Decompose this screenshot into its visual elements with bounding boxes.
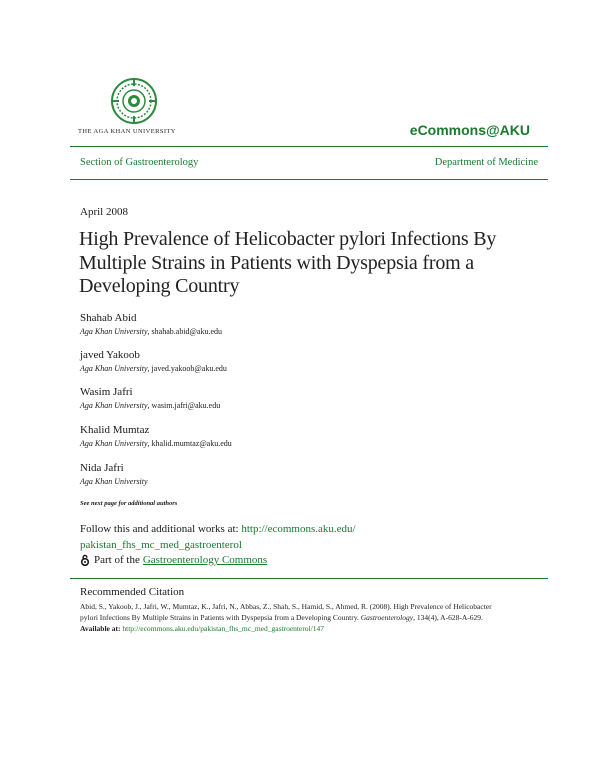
header-divider-top	[70, 146, 548, 147]
author-institution: Aga Khan University	[80, 401, 148, 410]
gastroenterology-commons-link[interactable]: Gastroenterology Commons	[142, 554, 268, 566]
citation-heading: Recommended Citation	[80, 586, 185, 598]
author-name: Nida Jafri	[80, 462, 124, 474]
paper-title: High Prevalence of Helicobacter pylori Infections By Multiple Strains in Patients with Dyspepsia from a Developing Country	[79, 228, 497, 297]
author-email: , javed.yakoob@aku.edu	[147, 364, 227, 373]
author-email: , khalid.mumtaz@aku.edu	[147, 439, 232, 448]
part-of-text: Part of the	[94, 554, 140, 566]
author-institution: Aga Khan University	[80, 327, 148, 336]
citation-text	[80, 601, 530, 634]
header-divider-bottom	[70, 179, 548, 180]
aku-logo-icon	[104, 76, 164, 126]
citation-journal: Gastroenterology	[360, 613, 414, 622]
citation-url[interactable]: http://ecommons.aku.edu/pakistan_fhs_mc_med_gastroenterol/147	[120, 624, 324, 633]
author-name: Khalid Mumtaz	[80, 424, 150, 436]
citation-volume: , 134(4), A-628-A-629.	[413, 613, 483, 622]
see-next-note: See next page for additional authors	[80, 500, 178, 507]
author-email: , wasim.jafri@aku.edu	[147, 401, 221, 410]
follow-works	[80, 522, 380, 553]
university-logo	[78, 76, 190, 138]
available-label: Available at:	[80, 624, 121, 633]
author-name: Wasim Jafri	[80, 386, 133, 398]
author-affiliation	[80, 439, 232, 448]
follow-url-continued[interactable]: pakistan_fhs_mc_med_gastroenterol	[80, 538, 242, 551]
university-name: THE AGA KHAN UNIVERSITY	[78, 128, 176, 135]
citation-divider	[70, 578, 548, 579]
part-of-line	[80, 554, 267, 566]
citation-line1: Abid, S., Yakoob, J., Jafri, W., Mumtaz, K., Jafri, N., Abbas, Z., Shah, S., Hamid, S., Ahmed, R. (2008). High Prevalence of Helicobacter	[80, 602, 492, 611]
author-affiliation	[80, 364, 227, 373]
author-email: , shahab.abid@aku.edu	[147, 327, 223, 336]
department-link[interactable]: Department of Medicine	[434, 157, 538, 168]
repository-link[interactable]: eCommons@AKU	[409, 122, 530, 138]
section-link[interactable]: Section of Gastroenterology	[80, 157, 199, 168]
author-name: javed Yakoob	[80, 349, 140, 361]
follow-url[interactable]: http://ecommons.aku.edu/	[241, 523, 356, 535]
open-access-icon	[80, 554, 90, 566]
author-institution: Aga Khan University	[80, 439, 148, 448]
author-institution: Aga Khan University	[80, 364, 148, 373]
publication-date: April 2008	[80, 206, 128, 218]
author-affiliation	[80, 401, 220, 410]
citation-line2: pylori Infections By Multiple Strains in Patients with Dyspepsia from a Developing Country.	[80, 613, 361, 622]
author-affiliation	[80, 327, 222, 336]
author-affiliation	[80, 477, 148, 486]
author-institution: Aga Khan University	[80, 477, 148, 486]
author-name: Shahab Abid	[80, 312, 137, 324]
follow-text: Follow this and additional works at:	[80, 523, 242, 535]
